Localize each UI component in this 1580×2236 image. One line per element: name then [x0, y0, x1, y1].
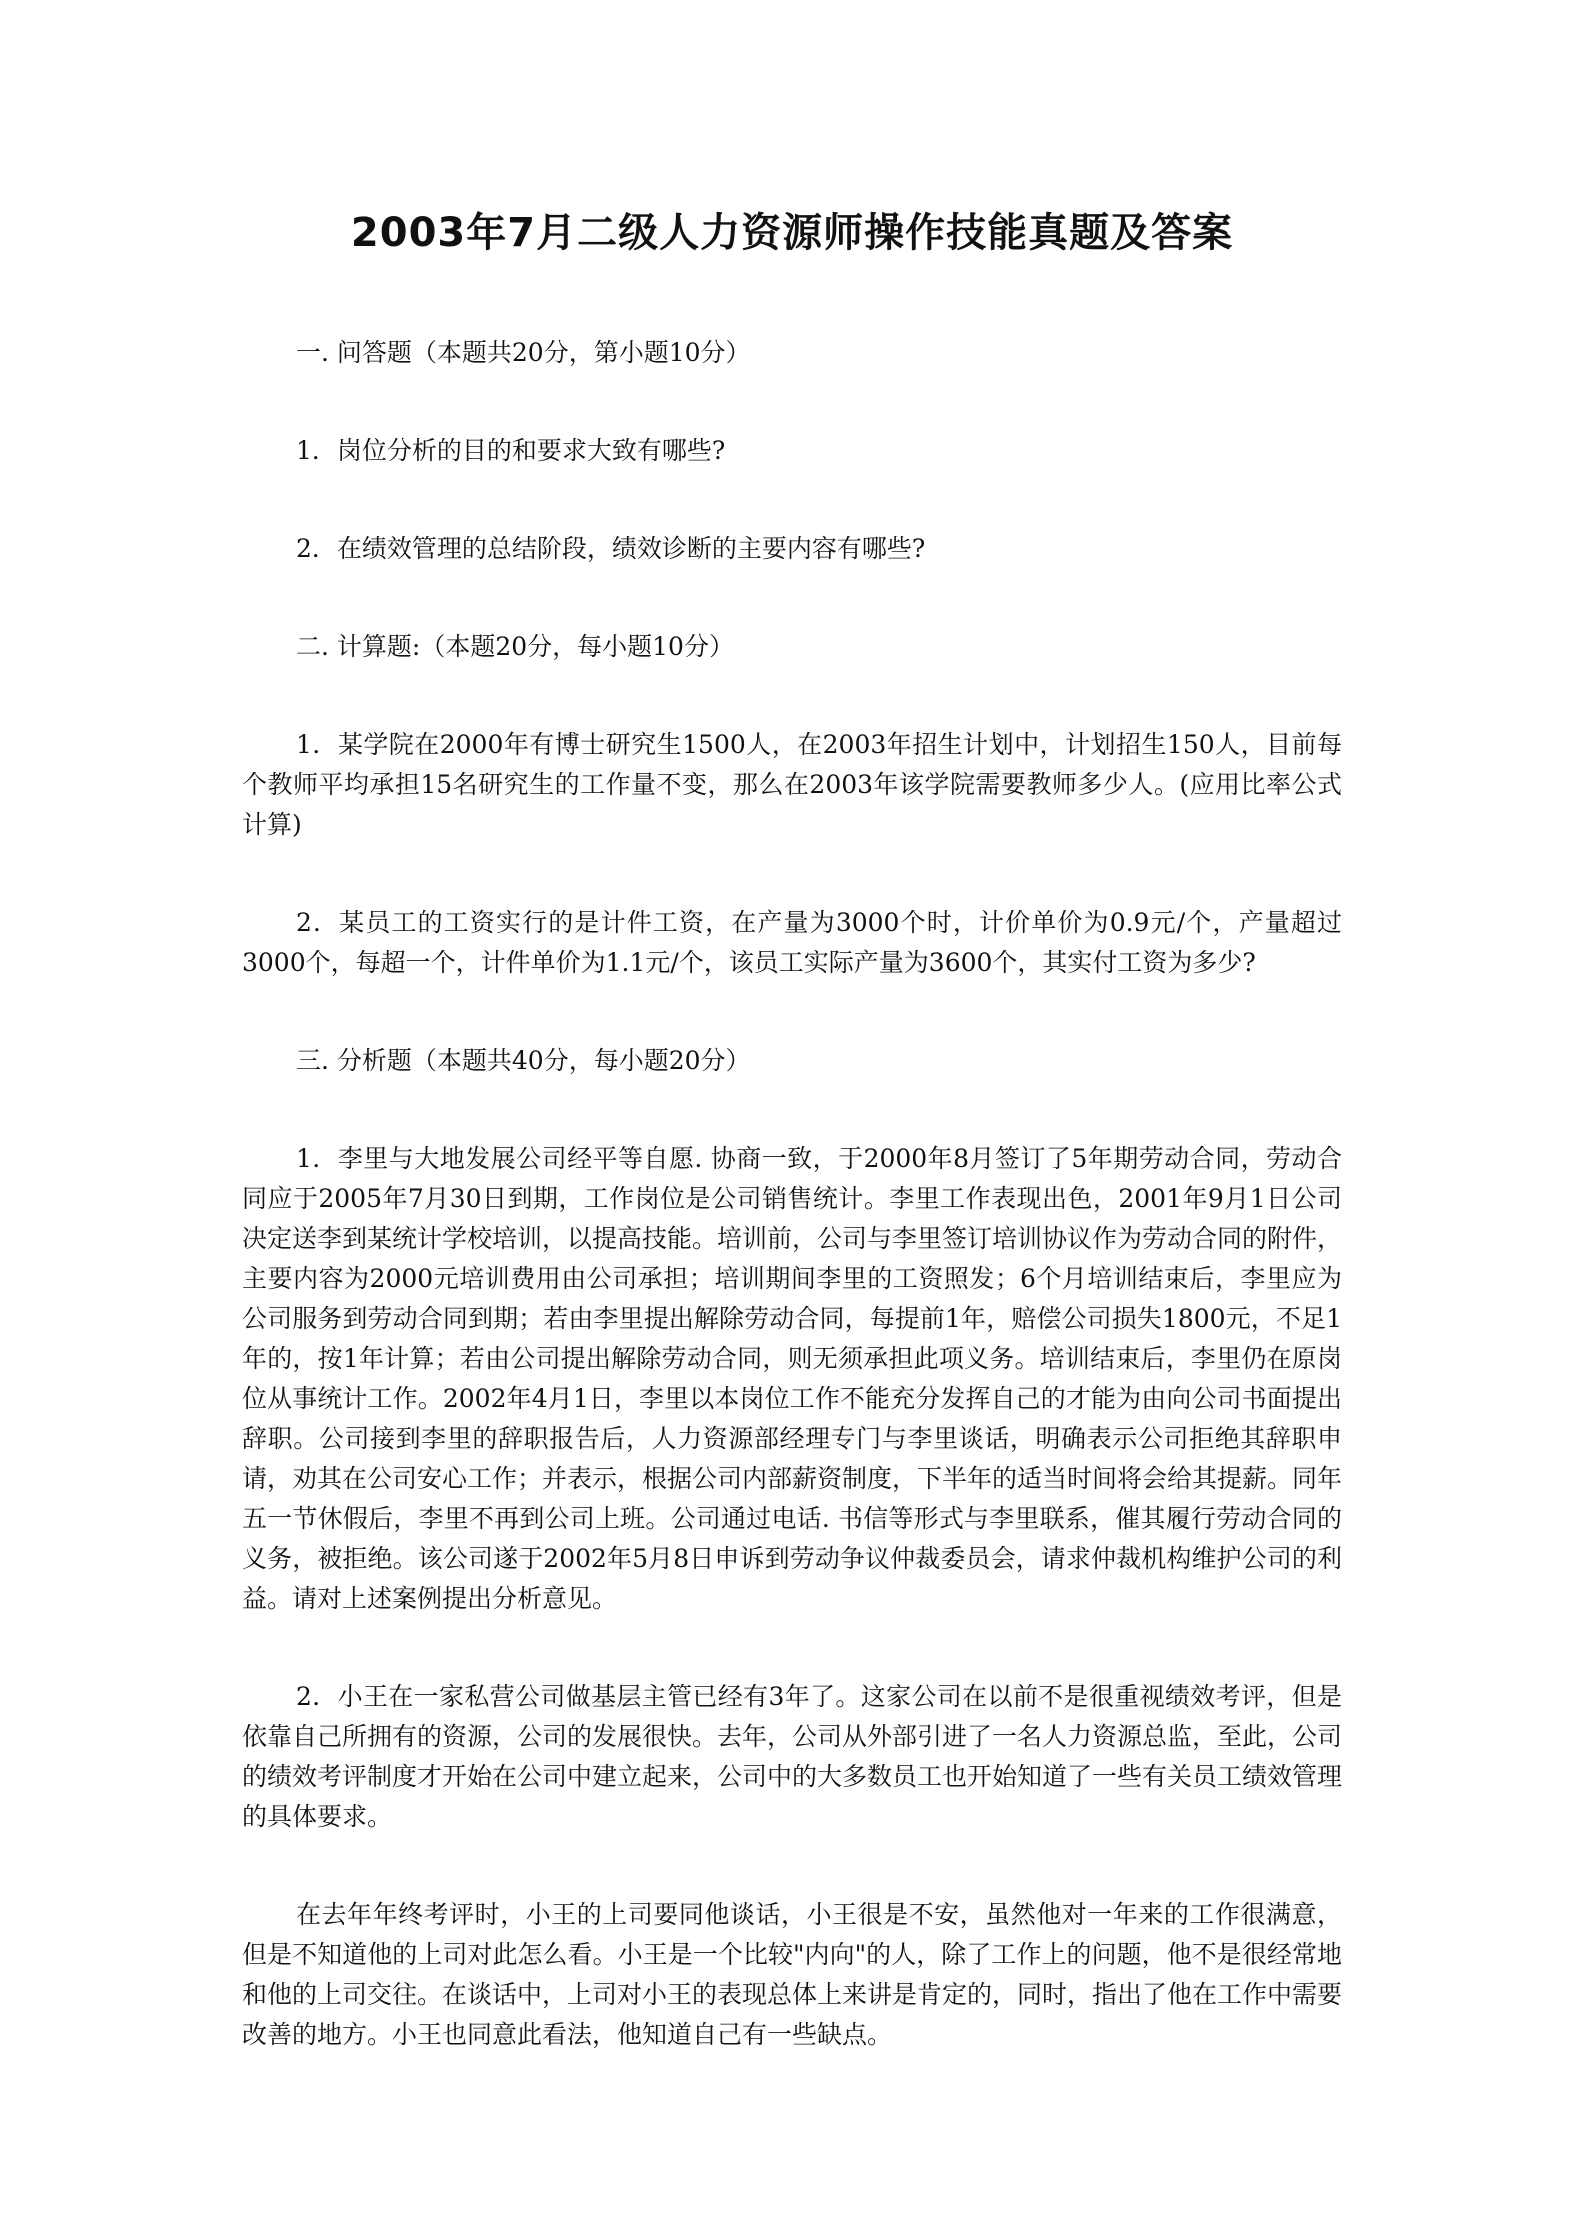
- document-content: [242, 205, 1342, 2055]
- qa-question-2: 2．在绩效管理的总结阶段，绩效诊断的主要内容有哪些?: [296, 534, 926, 563]
- analysis-case-2: 2．小王在一家私营公司做基层主管已经有3年了。这家公司在以前不是很重视绩效考评，但是依靠自己所拥有的资源，公司的发展很快。去年，公司从外部引进了一名人力资源总监，至此，公司的绩效考评制度才开始在公司中建立起来，公司中的大多数员工也开始知道了一些有关员工绩效管理的具体要求。: [242, 1682, 1343, 1831]
- section-heading-qa: 一. 问答题（本题共20分，第小题10分）: [296, 338, 751, 367]
- analysis-case-2-continued: 在去年年终考评时，小王的上司要同他谈话，小王很是不安，虽然他对一年来的工作很满意，但是不知道他的上司对此怎么看。小王是一个比较"内向"的人，除了工作上的问题，他不是很经常地和他的上司交往。在谈话中，上司对小王的表现总体上来讲是肯定的，同时，指出了他在工作中需要改善的地方。小王也同意此看法，他知道自己有一些缺点。: [242, 1900, 1343, 2049]
- section-heading-analysis: 三. 分析题（本题共40分，每小题20分）: [296, 1046, 751, 1075]
- qa-question-1: 1．岗位分析的目的和要求大致有哪些?: [296, 436, 726, 465]
- section-heading-calculation: 二. 计算题:（本题20分，每小题10分）: [296, 632, 734, 661]
- analysis-case-1: 1．李里与大地发展公司经平等自愿. 协商一致，于2000年8月签订了5年期劳动合同，劳动合同应于2005年7月30日到期，工作岗位是公司销售统计。李里工作表现出色，2001年9月1日公司决定送李到某统计学校培训，以提高技能。培训前，公司与李里签订培训协议作为劳动合同的附件，主要内容为2000元培训费用由公司承担；培训期间李里的工资照发；6个月培训结束后，李里应为公司服务到劳动合同到期；若由李里提出解除劳动合同，每提前1年，赔偿公司损失1800元，不足1年的，按1年计算；若由公司提出解除劳动合同，则无须承担此项义务。培训结束后，李里仍在原岗位从事统计工作。2002年4月1日，李里以本岗位工作不能充分发挥自己的才能为由向公司书面提出辞职。公司接到李里的辞职报告后，人力资源部经理专门与李里谈话，明确表示公司拒绝其辞职申请，劝其在公司安心工作；并表示，根据公司内部薪资制度，下半年的适当时间将会给其提薪。同年五一节休假后，李里不再到公司上班。公司通过电话. 书信等形式与李里联系，催其履行劳动合同的义务，被拒绝。该公司遂于2002年5月8日申诉到劳动争议仲裁委员会，请求仲裁机构维护公司的利益。请对上述案例提出分析意见。: [242, 1144, 1343, 1613]
- calculation-question-2: 2．某员工的工资实行的是计件工资，在产量为3000个时，计价单价为0.9元/个，产量超过3000个，每超一个，计件单价为1.1元/个，该员工实际产量为3600个，其实付工资为多少?: [242, 908, 1342, 977]
- document-title: 2003年7月二级人力资源师操作技能真题及答案: [350, 210, 1234, 256]
- calculation-question-1: 1．某学院在2000年有博士研究生1500人，在2003年招生计划中，计划招生150人，目前每个教师平均承担15名研究生的工作量不变，那么在2003年该学院需要教师多少人。(应用比率公式计算): [242, 730, 1342, 839]
